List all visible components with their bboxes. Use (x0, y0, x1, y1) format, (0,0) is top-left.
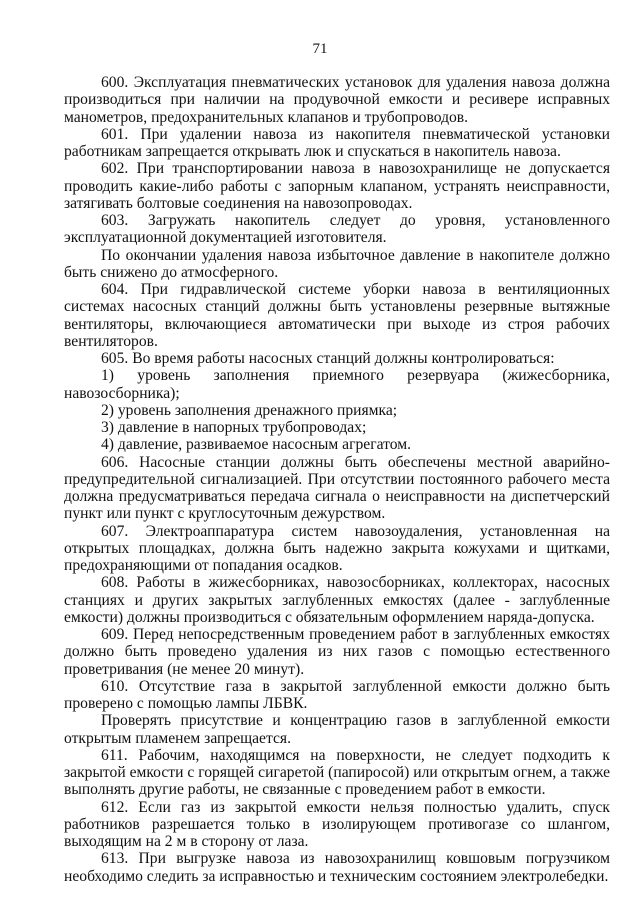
paragraph-613: 613. При выгрузке навоза из навозохранилищ ковшовым погрузчиком необходимо следить за исправностью и техническим состоянием электролебедки. (64, 850, 610, 885)
document-body (64, 74, 610, 885)
paragraph-612: 612. Если газ из закрытой емкости нельзя полностью удалить, спуск работников разрешается только в изолирующем противогазе со шлангом, выходящим на 2 м в сторону от лаза. (64, 798, 610, 850)
paragraph-603: 603. Загружать накопитель следует до уровня, установленного эксплуатационной документацией изготовителя. (64, 212, 610, 247)
list-item-605-3: 3) давление в напорных трубопроводах; (101, 419, 367, 436)
paragraph-611: 611. Рабочим, находящимся на поверхности, не следует подходить к закрытой емкости с горящей сигаретой (папиросой) или открытым огнем, а также выполнять другие работы, не связанные с проведением работ в емкости. (64, 746, 610, 799)
list-item-605-4: 4) давление, развиваемое насосным агрегатом. (101, 436, 411, 454)
paragraph-600: 600. Эксплуатация пневматических установок для удаления навоза должна производиться при наличии на продувочной емкости и ресивере исправных манометров, предохранительных клапанов и трубопроводов. (64, 74, 610, 126)
paragraph-610: 610. Отсутствие газа в закрытой заглубленной емкости должно быть проверено с помощью лампы ЛБВК. (64, 677, 610, 712)
paragraph-607: 607. Электроаппаратура систем навозоудаления, установленная на открытых площадках, должна быть надежно закрыта кожухами и щитками, предохраняющими от попадания осадков. (64, 522, 610, 574)
list-item-605-2: 2) уровень заполнения дренажного приямка; (101, 401, 398, 419)
paragraph-601: 601. При удалении навоза из накопителя пневматической установки работникам запрещается открывать люк и спускаться в накопитель навоза. (64, 125, 610, 160)
paragraph-602: 602. При транспортировании навоза в навозохранилище не допускается проводить какие-либо работы с запорным клапаном, устранять неисправности, затягивать болтовые соединения на навозопроводах. (64, 160, 610, 212)
paragraph-608: 608. Работы в жижесборниках, навозосборниках, коллекторах, насосных станциях и других закрытых заглубленных емкостях (далее - заглубленные емкости) должны производиться с обязательным оформлением наряда-допуска. (64, 574, 610, 626)
list-item-605-1: 1) уровень заполнения приемного резервуара (жижесборника, навозосборника); (64, 367, 610, 402)
paragraph-609: 609. Перед непосредственным проведением работ в заглубленных емкостях должно быть проведено удаления из них газов с помощью естественного проветривания (не менее 20 минут). (64, 626, 610, 678)
paragraph-606: 606. Насосные станции должны быть обеспечены местной аварийно-предупредительной сигнализацией. При отсутствии постоянного рабочего места должна предусматриваться передача сигнала о неисправности на диспетчерский пункт или пункт с круглосуточным дежурством. (64, 453, 610, 523)
paragraph-604: 604. При гидравлической системе уборки навоза в вентиляционных системах насосных станций должны быть установлены резервные вытяжные вентиляторы, включающиеся автоматически при выходе из строя рабочих вентиляторов. (64, 281, 610, 350)
page-number: 71 (312, 41, 328, 57)
paragraph-605: 605. Во время работы насосных станций должны контролироваться: (101, 350, 555, 367)
paragraph-603-continued: По окончании удаления навоза избыточное давление в накопителе должно быть снижено до атмосферного. (64, 246, 610, 281)
paragraph-610-continued: Проверять присутствие и концентрацию газов в заглубленной емкости открытым пламенем запрещается. (64, 712, 610, 747)
